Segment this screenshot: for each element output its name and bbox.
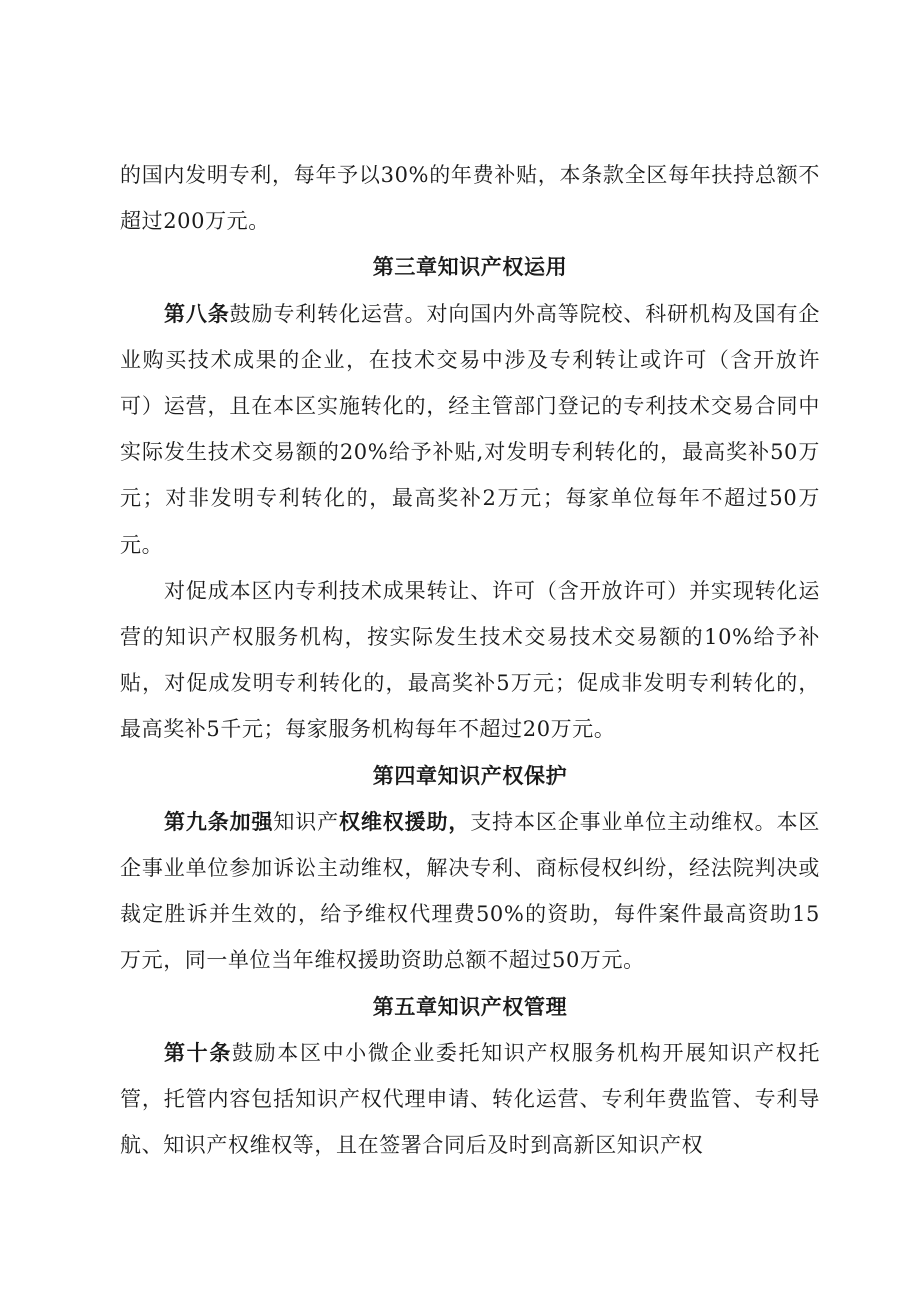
article-9-paragraph — [120, 799, 820, 984]
article-10-body: 鼓励本区中小微企业委托知识产权服务机构开展知识产权托管，托管内容包括知识产权代理申请、转化运营、专利年费监管、专利导航、知识产权维权等，且在签署合同后及时到高新区知识产权 — [120, 1040, 820, 1158]
article-8-paragraph — [120, 291, 820, 568]
chapter-4-heading: 第四章知识产权保护 — [372, 763, 568, 788]
chapter-5-heading: 第五章知识产权管理 — [372, 994, 568, 1019]
article-8-title: 第八条 — [164, 301, 230, 326]
chapter-3-heading: 第三章知识产权运用 — [372, 255, 568, 280]
article-10-paragraph — [120, 1030, 820, 1169]
document-body — [120, 152, 820, 1168]
article-9-title-end: 权维权援助， — [339, 809, 471, 834]
article-8-body: 鼓励专利转化运营。对向国内外高等院校、科研机构及国有企业购买技术成果的企业，在技术交易中涉及专利转让或许可（含开放许可）运营，且在本区实施转化的，经主管部门登记的专利技术交易合同中实际发生技术交易额的20%给予补贴,对发明专利转化的，最高奖补50万元；对非发明专利转化的，最高奖补2万元；每家单位每年不超过50万元。 — [120, 301, 820, 557]
paragraph-continuation: 的国内发明专利，每年予以30%的年费补贴，本条款全区每年扶持总额不超过200万元。 — [120, 163, 820, 234]
article-8-paragraph-2: 对促成本区内专利技术成果转让、许可（含开放许可）并实现转化运营的知识产权服务机构，按实际发生技术交易技术交易额的10%给予补贴，对促成发明专利转化的，最高奖补5万元；促成非发明专利转化的，最高奖补5千元；每家服务机构每年不超过20万元。 — [120, 578, 820, 742]
article-9-body: 支持本区企事业单位主动维权。本区企事业单位参加诉讼主动维权，解决专利、商标侵权纠纷，经法院判决或裁定胜诉并生效的，给予维权代理费50%的资助，每件案件最高资助15万元，同一单位当年维权援助资助总额不超过50万元。 — [120, 809, 820, 973]
article-10-title: 第十条 — [164, 1040, 232, 1065]
article-9-title-mid: 知识产 — [273, 809, 339, 834]
article-9-title: 第九条加强 — [164, 809, 274, 834]
